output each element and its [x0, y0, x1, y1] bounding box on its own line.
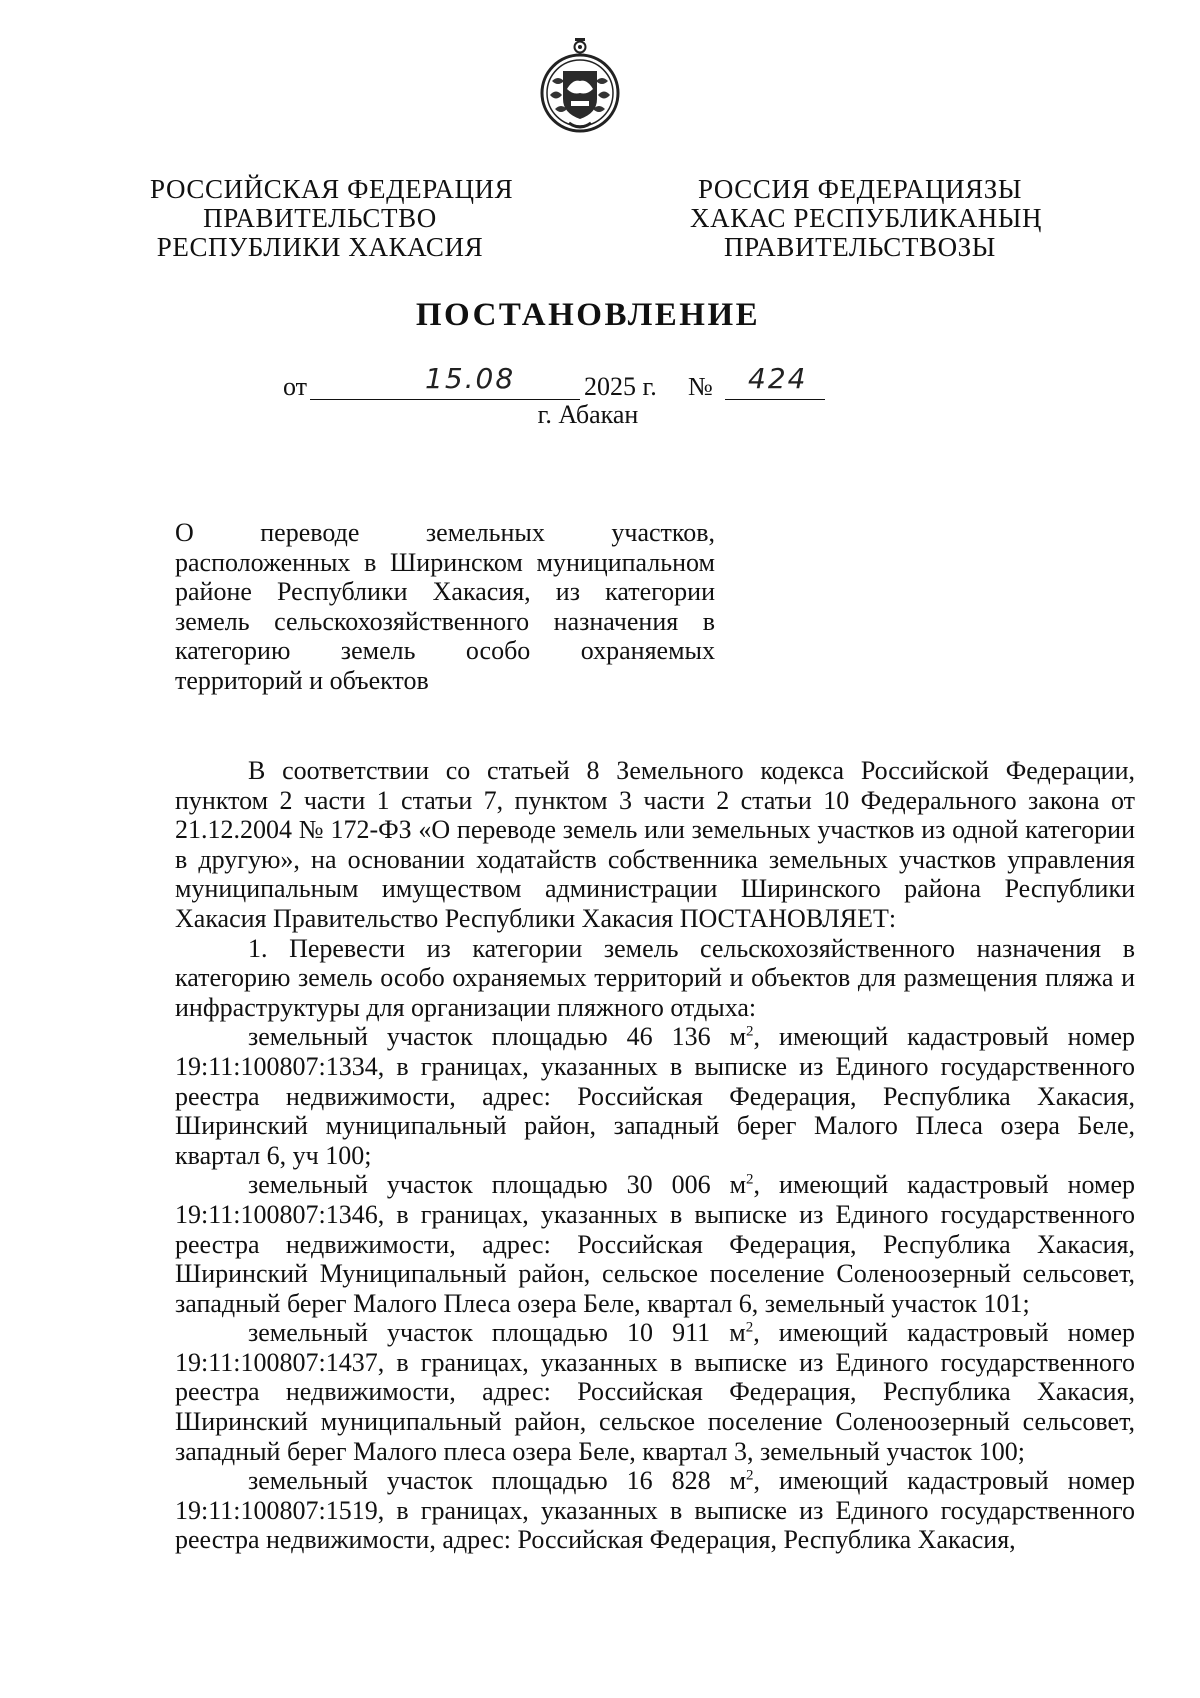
preamble-paragraph: В соответствии со статьей 8 Земельного кодекса Российской Федерации, пунктом 2 части 1 статьи 7, пунктом 3 части 2 статьи 10 Федерального закона от 21.12.2004 № 172-ФЗ «О переводе земель или земельных участков из одной категории в другую», на основании ходатайств собственника земельных участков управления муниципальным имуществом администрации Ширинского района Республики Хакасия Правительство Республики Хакасия ПОСТАНОВЛЯЕТ:	[175, 756, 1135, 933]
city: г. Абакан	[537, 400, 639, 429]
square-unit-exponent: 2	[746, 1023, 754, 1040]
date-prefix: от	[283, 372, 308, 401]
header-left-line: РЕСПУБЛИКИ ХАКАСИЯ	[156, 232, 484, 262]
coat-of-arms-icon	[539, 37, 621, 135]
header-left-line: РОССИЙСКАЯ ФЕДЕРАЦИЯ	[150, 174, 514, 204]
parcel-paragraph	[175, 1022, 1135, 1170]
header-left-issuer	[150, 174, 514, 262]
parcel-area: земельный участок площадью 10 911 м	[248, 1318, 746, 1348]
parcel-details: , имеющий кадастровый номер 19:11:100807:1334, в границах, указанных в выписке из Единого государственного реестра недвижимости, адрес: Российская Федерация, Республика Хакасия, Ширинский муниципальный район, западный берег Малого Плеса озера Беле, квартал 6, уч 100;	[175, 1022, 1135, 1170]
item-1-paragraph: 1. Перевести из категории земель сельскохозяйственного назначения в категорию земель особо охраняемых территорий и объектов для размещения пляжа и инфраструктуры для организации пляжного отдыха:	[175, 933, 1135, 1022]
number-sign: №	[688, 372, 713, 401]
header-left-line: ПРАВИТЕЛЬСТВО	[203, 203, 437, 233]
parcel-area: земельный участок площадью 46 136 м	[248, 1022, 747, 1052]
document-body	[175, 756, 1135, 1555]
header-right-issuer	[690, 174, 1043, 262]
header-right-line: ПРАВИТЕЛЬСТВОЗЫ	[724, 232, 996, 262]
parcel-area: земельный участок площадью 30 006 м	[248, 1170, 747, 1200]
parcel-paragraph	[175, 1318, 1135, 1466]
date-year: 2025 г.	[584, 372, 657, 401]
parcel-details: , имеющий кадастровый номер 19:11:100807:1519, в границах, указанных в выписке из Единого государственного реестра недвижимости, адрес: Российская Федерация, Республика Хакасия,	[175, 1466, 1135, 1555]
handwritten-number: 424	[748, 362, 808, 395]
parcel-details: , имеющий кадастровый номер 19:11:100807:1437, в границах, указанных в выписке из Единого государственного реестра недвижимости, адрес: Российская Федерация, Республика Хакасия, Ширинский муниципальный район, сельское поселение Соленоозерный сельсовет, западный берег Малого плеса озера Беле, квартал 3, земельный участок 100;	[175, 1318, 1135, 1466]
square-unit-exponent: 2	[746, 1467, 754, 1484]
square-unit-exponent: 2	[745, 1319, 754, 1336]
document-subject: О переводе земельных участков, расположенных в Ширинском муниципальном районе Республики Хакасия, из категории земель сельскохозяйственного назначения в категорию земель особо охраняемых территорий и объектов	[175, 518, 715, 695]
parcel-area: земельный участок площадью 16 828 м	[248, 1466, 747, 1496]
parcel-paragraph	[175, 1170, 1135, 1318]
date-number-line	[0, 362, 1200, 402]
header-right-line: РОССИЯ ФЕДЕРАЦИЯЗЫ	[697, 174, 1023, 204]
document-title: ПОСТАНОВЛЕНИЕ	[415, 297, 761, 333]
header-right-line: ХАКАС РЕСПУБЛИКАНЫҢ	[690, 203, 1043, 233]
parcel-details: , имеющий кадастровый номер 19:11:100807:1346, в границах, указанных в выписке из Единого государственного реестра недвижимости, адрес: Российская Федерация, Республика Хакасия, Ширинский Муниципальный район, сельское поселение Соленоозерный сельсовет, западный берег Малого Плеса озера Беле, квартал 6, земельный участок 101;	[175, 1170, 1135, 1318]
parcel-paragraph	[175, 1466, 1135, 1555]
square-unit-exponent: 2	[746, 1171, 754, 1188]
handwritten-date: 15.08	[425, 362, 516, 395]
